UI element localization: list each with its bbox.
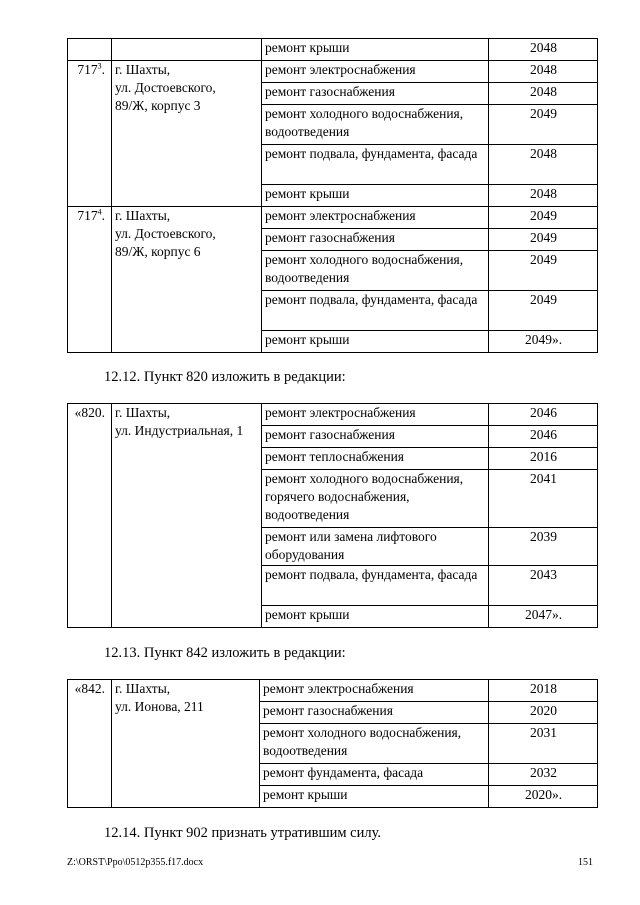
address-cell: г. Шахты, ул. Индустриальная, 1 xyxy=(112,404,262,628)
item-number-cell xyxy=(68,39,112,61)
year-cell: 2041 xyxy=(489,470,598,528)
work-type-cell: ремонт крыши xyxy=(262,606,489,628)
footer-page-number: 151 xyxy=(578,857,593,868)
work-type-cell: ремонт крыши xyxy=(262,331,489,353)
work-type-cell: ремонт теплоснабжения xyxy=(262,448,489,470)
work-type-cell: ремонт электроснабжения xyxy=(260,680,489,702)
year-cell: 2048 xyxy=(489,145,598,185)
year-cell: 2020». xyxy=(489,786,598,808)
year-cell: 2049». xyxy=(489,331,598,353)
work-type-cell: ремонт холодного водоснабжения, водоотведения xyxy=(262,251,489,291)
work-type-cell: ремонт подвала, фундамента, фасада xyxy=(262,145,489,185)
table-works-820 xyxy=(67,403,598,628)
work-type-cell: ремонт крыши xyxy=(262,185,489,207)
work-type-cell: ремонт газоснабжения xyxy=(262,229,489,251)
table-row xyxy=(68,680,598,702)
work-type-cell: ремонт газоснабжения xyxy=(260,702,489,724)
work-type-cell: ремонт газоснабжения xyxy=(262,426,489,448)
paragraph-12-13: 12.13. Пункт 842 изложить в редакции: xyxy=(104,645,346,661)
year-cell: 2018 xyxy=(489,680,598,702)
item-number: 717 xyxy=(77,208,98,223)
year-cell: 2031 xyxy=(489,724,598,764)
work-type-cell: ремонт электроснабжения xyxy=(262,404,489,426)
item-number-cell: $717^3$. xyxy=(68,61,112,207)
year-cell: 2048 xyxy=(489,39,598,61)
table-row xyxy=(68,61,598,83)
table-works-717 xyxy=(67,38,598,353)
address-cell: г. Шахты, ул. Достоевского, 89/Ж, корпус 3 xyxy=(112,61,262,207)
year-cell: 2049 xyxy=(489,229,598,251)
work-type-cell: ремонт холодного водоснабжения, водоотведения xyxy=(260,724,489,764)
work-type-cell: ремонт подвала, фундамента, фасада xyxy=(262,291,489,331)
year-cell: 2046 xyxy=(489,426,598,448)
year-cell: 2049 xyxy=(489,105,598,145)
work-type-cell: ремонт холодного водоснабжения, водоотведения xyxy=(262,105,489,145)
work-type-cell: ремонт электроснабжения xyxy=(262,207,489,229)
item-number-cell: «820. xyxy=(68,404,112,628)
item-number-superscript: 4 xyxy=(97,207,102,217)
item-number-cell: «842. xyxy=(68,680,112,808)
year-cell: 2047». xyxy=(489,606,598,628)
address-cell: г. Шахты, ул. Ионова, 211 xyxy=(112,680,260,808)
year-cell: 2020 xyxy=(489,702,598,724)
work-type-cell: ремонт подвала, фундамента, фасада xyxy=(262,566,489,606)
address-cell xyxy=(112,39,262,61)
year-cell: 2049 xyxy=(489,207,598,229)
year-cell: 2043 xyxy=(489,566,598,606)
work-type-cell: ремонт крыши xyxy=(260,786,489,808)
table-row xyxy=(68,404,598,426)
table-works-842 xyxy=(67,679,598,808)
year-cell: 2048 xyxy=(489,83,598,105)
year-cell: 2039 xyxy=(489,528,598,566)
year-cell: 2048 xyxy=(489,61,598,83)
year-cell: 2046 xyxy=(489,404,598,426)
table-row xyxy=(68,39,598,61)
item-number-cell: $717^4$. xyxy=(68,207,112,353)
work-type-cell: ремонт или замена лифтового оборудования xyxy=(262,528,489,566)
work-type-cell: ремонт фундамента, фасада xyxy=(260,764,489,786)
year-cell: 2049 xyxy=(489,251,598,291)
year-cell: 2016 xyxy=(489,448,598,470)
year-cell: 2049 xyxy=(489,291,598,331)
footer-file-path: Z:\ORST\Ppo\0512p355.f17.docx xyxy=(67,857,204,868)
paragraph-12-12: 12.12. Пункт 820 изложить в редакции: xyxy=(104,369,346,385)
work-type-cell: ремонт электроснабжения xyxy=(262,61,489,83)
work-type-cell: ремонт крыши xyxy=(262,39,489,61)
paragraph-12-14: 12.14. Пункт 902 признать утратившим силу. xyxy=(104,825,382,841)
year-cell: 2032 xyxy=(489,764,598,786)
item-number: 717 xyxy=(77,62,98,77)
year-cell: 2048 xyxy=(489,185,598,207)
work-type-cell: ремонт холодного водоснабжения, горячего водоснабжения, водоотведения xyxy=(262,470,489,528)
item-number-superscript: 3 xyxy=(97,61,102,71)
address-cell: г. Шахты, ул. Достоевского, 89/Ж, корпус 6 xyxy=(112,207,262,353)
work-type-cell: ремонт газоснабжения xyxy=(262,83,489,105)
table-row xyxy=(68,207,598,229)
